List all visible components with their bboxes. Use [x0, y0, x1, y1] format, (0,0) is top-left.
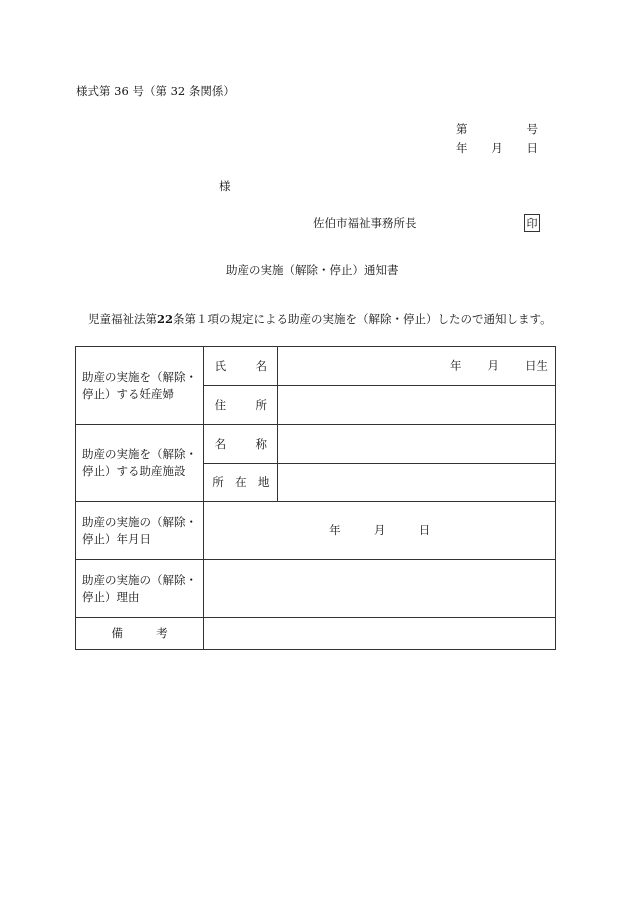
issue-date-month: 月 [491, 141, 503, 155]
remarks-value-cell[interactable] [204, 618, 556, 650]
location-label-char1: 所 [212, 475, 224, 490]
facility-name-label-char1: 名 [214, 436, 227, 451]
reason-label-cell [76, 560, 204, 618]
reason-label-line2: 停止）理由 [82, 589, 140, 604]
mother-label-cell [76, 347, 204, 425]
name-label-cell [204, 347, 278, 386]
name-label-char2: 名 [255, 358, 267, 373]
birth-date [450, 358, 548, 375]
facility-name-label-cell [204, 425, 278, 464]
reason-label-line1: 助産の実施の（解除・ [82, 572, 197, 587]
remarks-label-char2: 考 [156, 626, 168, 641]
facility-location-value-cell[interactable] [278, 464, 556, 502]
mother-label-line2: 停止）する妊産婦 [82, 386, 174, 401]
body-text-before: 児童福祉法第 [88, 312, 157, 326]
date-month: 月 [373, 523, 386, 538]
date-year: 年 [329, 523, 341, 538]
remarks-label-cell [76, 618, 204, 650]
address-label-char2: 所 [255, 397, 267, 412]
facility-name-value-cell[interactable] [278, 425, 556, 464]
facility-label-cell [76, 425, 204, 502]
birth-day: 日生 [525, 358, 548, 373]
remarks-row [76, 618, 556, 650]
body-text-after: 条第１項の規定による助産の実施を（解除・停止）したので通知します。 [173, 312, 552, 326]
reason-row [76, 560, 556, 618]
date-label-line1: 助産の実施の（解除・ [82, 514, 197, 529]
facility-name-row [76, 425, 556, 464]
notification-form-table [75, 346, 556, 650]
issue-number [456, 124, 538, 136]
mother-address-value-cell[interactable] [278, 386, 556, 425]
address-label-char1: 住 [214, 397, 227, 412]
form-number: 様式第 36 号（第 32 条関係） [76, 84, 235, 98]
date-day: 日 [418, 523, 431, 538]
mother-label-line1: 助産の実施を（解除・ [82, 369, 197, 384]
birth-month: 月 [487, 358, 499, 373]
location-label-char3: 地 [257, 475, 270, 490]
issue-date-day: 日 [526, 141, 538, 155]
facility-name-label-char2: 称 [255, 436, 267, 451]
date-label-cell [76, 502, 204, 560]
issue-date [456, 143, 538, 155]
body-paragraph [88, 314, 552, 326]
issue-number-suffix: 号 [526, 122, 538, 136]
body-article-number: 22 [157, 312, 174, 326]
birth-year: 年 [450, 358, 462, 373]
date-value-cell[interactable] [204, 502, 556, 560]
document-title: 助産の実施（解除・停止）通知書 [226, 263, 399, 277]
issue-number-prefix: 第 [456, 122, 468, 136]
remarks-label-char1: 備 [111, 626, 123, 641]
date-label-line2: 停止）年月日 [82, 531, 151, 546]
location-label-cell [204, 464, 278, 502]
issue-date-year: 年 [456, 141, 468, 155]
issuer-title: 佐伯市福祉事務所長 [313, 216, 417, 230]
date-row [76, 502, 556, 560]
reason-value-cell[interactable] [204, 560, 556, 618]
facility-label-line2: 停止）する助産施設 [82, 464, 186, 478]
mother-name-value-cell[interactable] [278, 347, 556, 386]
address-label-cell [204, 386, 278, 425]
facility-label-line1: 助産の実施を（解除・ [82, 447, 197, 462]
addressee-honorific: 様 [219, 179, 231, 193]
seal-mark: 印 [524, 214, 540, 232]
location-label-char2: 在 [235, 475, 247, 490]
name-label-char1: 氏 [214, 358, 227, 373]
mother-name-row [76, 347, 556, 386]
